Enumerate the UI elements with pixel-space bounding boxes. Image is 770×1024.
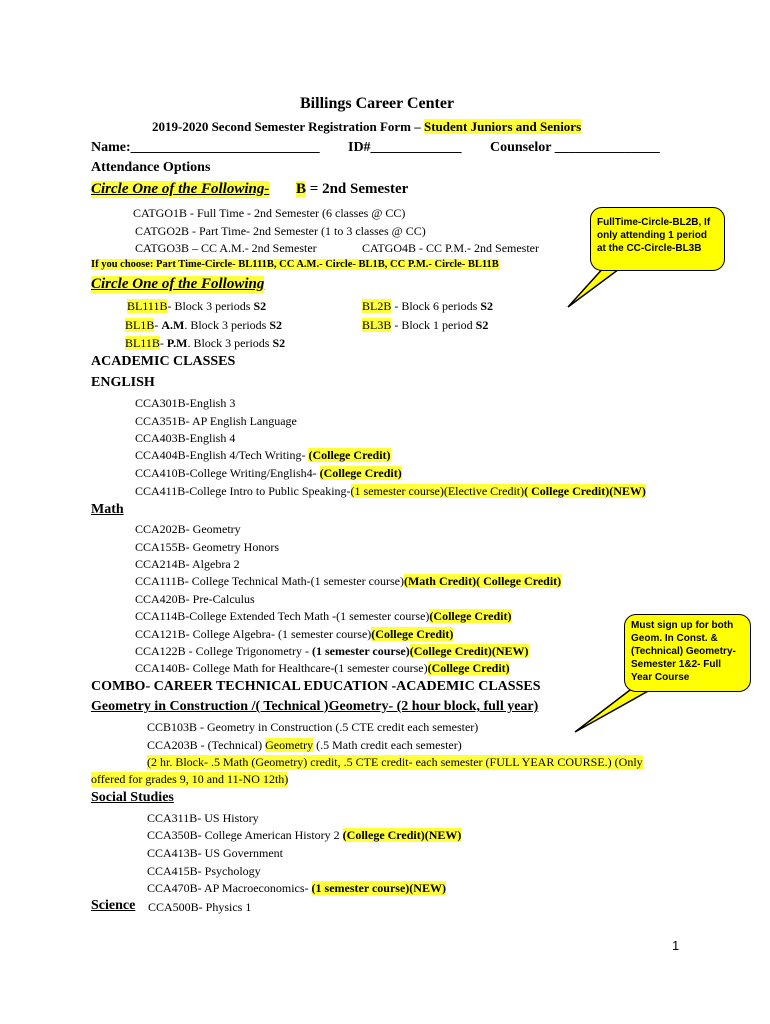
course-term: (1 semester course) xyxy=(312,644,410,658)
math-course[interactable] xyxy=(135,661,510,676)
fulltime-callout: FullTime-Circle-BL2B, If only attending 1 period at the CC-Circle-BL3B xyxy=(590,207,725,271)
block-bl2b[interactable] xyxy=(362,299,493,314)
form-subtitle xyxy=(152,119,581,135)
block-semester: S2 xyxy=(269,318,283,332)
course-text: CCA404B-English 4/Tech Writing- xyxy=(135,448,309,462)
credit-highlight: (1 semester course)(Elective Credit) xyxy=(350,484,525,498)
course-text: CCA410B-College Writing/English4- xyxy=(135,466,320,480)
course-text: CCA111B- College Technical Math-(1 semester course) xyxy=(135,574,404,588)
course-text: CCA470B- AP Macroeconomics- xyxy=(147,881,312,895)
social-course[interactable]: CCA415B- Psychology xyxy=(147,864,261,878)
course-text: CCA140B- College Math for Healthcare-(1 semester course) xyxy=(135,661,428,675)
english-course[interactable]: CCA403B-English 4 xyxy=(135,431,236,445)
social-studies-heading: Social Studies xyxy=(91,790,174,805)
math-course[interactable] xyxy=(135,574,561,589)
block-code: BL111B xyxy=(127,299,168,313)
block-semester: S2 xyxy=(272,336,286,350)
block-code: BL11B xyxy=(125,336,160,350)
part-time-note: If you choose: Part Time-Circle- BL111B, CC A.M.- Circle- BL1B, CC P.M.- Circle- BL11B xyxy=(91,259,499,270)
geometry-highlight: Geometry xyxy=(265,738,314,752)
option-catgo4b[interactable]: CATGO4B - CC P.M.- 2nd Semester xyxy=(362,241,540,255)
block-code: BL3B xyxy=(362,318,392,332)
credit-highlight: (College Credit) xyxy=(371,627,454,641)
id-field[interactable]: ID#_____________ xyxy=(348,140,462,155)
math-course[interactable] xyxy=(135,627,453,642)
attendance-heading: Attendance Options xyxy=(91,160,211,175)
english-course[interactable] xyxy=(135,466,402,481)
credit-highlight: (College Credit) xyxy=(429,609,512,623)
combo-heading: COMBO- CAREER TECHNICAL EDUCATION -ACADEMIC CLASSES xyxy=(91,679,541,694)
credit-highlight: (College Credit) xyxy=(319,466,402,480)
course-text: CCA121B- College Algebra- (1 semester course) xyxy=(135,627,372,641)
block-semester: S2 xyxy=(253,299,267,313)
english-heading: ENGLISH xyxy=(91,375,155,390)
credit-highlight: (1 semester course)(NEW) xyxy=(311,881,446,895)
course-text: (.5 Math credit each semester) xyxy=(313,738,462,752)
semester-label xyxy=(296,181,408,198)
geometry-combo-heading: Geometry in Construction /( Technical )Geometry- (2 hour block, full year) xyxy=(91,699,539,714)
counselor-field[interactable]: Counselor _______________ xyxy=(490,140,660,155)
combo-note-line1: (2 hr. Block- .5 Math (Geometry) credit, .5 CTE credit- each semester (FULL YEAR COURSE.) (Only xyxy=(147,755,643,769)
math-course[interactable]: CCA202B- Geometry xyxy=(135,522,241,536)
block-text: - Block 3 periods xyxy=(167,299,254,313)
geometry-callout: Must sign up for both Geom. In Const. & (Technical) Geometry- Semester 1&2- Full Year Course xyxy=(624,614,751,692)
science-heading: Science xyxy=(91,898,136,913)
block-bl3b[interactable] xyxy=(362,318,488,333)
page-title: Billings Career Center xyxy=(300,95,455,112)
block-time: A.M xyxy=(161,318,185,332)
course-text: CCA122B - College Trigonometry - xyxy=(135,644,313,658)
math-course[interactable]: CCA155B- Geometry Honors xyxy=(135,540,279,554)
block-code: BL1B xyxy=(125,318,155,332)
block-code: BL2B xyxy=(362,299,392,313)
combo-note-line2: offered for grades 9, 10 and 11-NO 12th) xyxy=(91,772,289,786)
credit-highlight: (College Credit)(NEW) xyxy=(342,828,462,842)
math-course[interactable] xyxy=(135,609,512,624)
english-course[interactable] xyxy=(135,484,646,499)
credit-highlight: (College Credit) xyxy=(427,661,510,675)
math-course[interactable]: CCA420B- Pre-Calculus xyxy=(135,592,255,606)
option-catgo1b[interactable]: CATGO1B - Full Time - 2nd Semester (6 classes @ CC) xyxy=(133,206,406,220)
block-text: - Block 1 period xyxy=(391,318,476,332)
block-text: - xyxy=(154,318,162,332)
callout-tail xyxy=(575,690,655,735)
math-course[interactable] xyxy=(135,644,529,659)
block-time: P.M xyxy=(166,336,188,350)
credit-highlight: (College Credit) xyxy=(308,448,391,462)
subtitle-highlight: Student Juniors and Seniors xyxy=(424,119,582,134)
combo-course[interactable] xyxy=(147,738,462,753)
semester-text: = 2nd Semester xyxy=(306,181,409,197)
option-catgo2b[interactable]: CATGO2B - Part Time- 2nd Semester (1 to 3 classes @ CC) xyxy=(135,224,426,238)
credit-highlight: (Math Credit)( College Credit) xyxy=(403,574,562,588)
course-text: CCA411B-College Intro to Public Speaking- xyxy=(135,484,351,498)
course-text: CCA350B- College American History 2 xyxy=(147,828,343,842)
science-course[interactable]: CCA500B- Physics 1 xyxy=(148,900,252,914)
block-bl111b[interactable] xyxy=(127,299,266,314)
block-text: . Block 3 periods xyxy=(187,336,273,350)
block-text: - xyxy=(159,336,167,350)
circle-one-label: Circle One of the Following- xyxy=(91,181,270,197)
circle-following-heading: Circle One of the Following xyxy=(91,276,265,292)
combo-course[interactable]: CCB103B - Geometry in Construction (.5 CTE credit each semester) xyxy=(147,720,479,734)
block-text: . Block 3 periods xyxy=(184,318,270,332)
option-catgo3b[interactable]: CATGO3B – CC A.M.- 2nd Semester xyxy=(135,241,317,255)
course-text: CCA114B-College Extended Tech Math -(1 semester course) xyxy=(135,609,430,623)
page-number: 1 xyxy=(672,938,680,953)
social-course[interactable] xyxy=(147,828,461,843)
social-course[interactable] xyxy=(147,881,446,896)
block-bl1b[interactable] xyxy=(125,318,282,333)
math-course[interactable]: CCA214B- Algebra 2 xyxy=(135,557,240,571)
block-text: - Block 6 periods xyxy=(391,299,481,313)
social-course[interactable]: CCA311B- US History xyxy=(147,811,259,825)
social-course[interactable]: CCA413B- US Government xyxy=(147,846,283,860)
block-semester: S2 xyxy=(475,318,489,332)
subtitle-text: 2019-2020 Second Semester Registration Form – xyxy=(152,119,424,134)
name-field[interactable]: Name:___________________________ xyxy=(91,140,320,155)
english-course[interactable]: CCA351B- AP English Language xyxy=(135,414,297,428)
english-course[interactable]: CCA301B-English 3 xyxy=(135,396,236,410)
credit-highlight: ( College Credit)(NEW) xyxy=(524,484,646,498)
semester-b: B xyxy=(296,181,307,197)
block-semester: S2 xyxy=(480,299,494,313)
block-bl11b[interactable] xyxy=(125,336,285,351)
course-text: CCA203B - (Technical) xyxy=(147,738,266,752)
credit-highlight: (College Credit)(NEW) xyxy=(409,644,529,658)
english-course[interactable] xyxy=(135,448,391,463)
academic-heading: ACADEMIC CLASSES xyxy=(91,354,236,369)
math-heading: Math xyxy=(91,502,124,517)
